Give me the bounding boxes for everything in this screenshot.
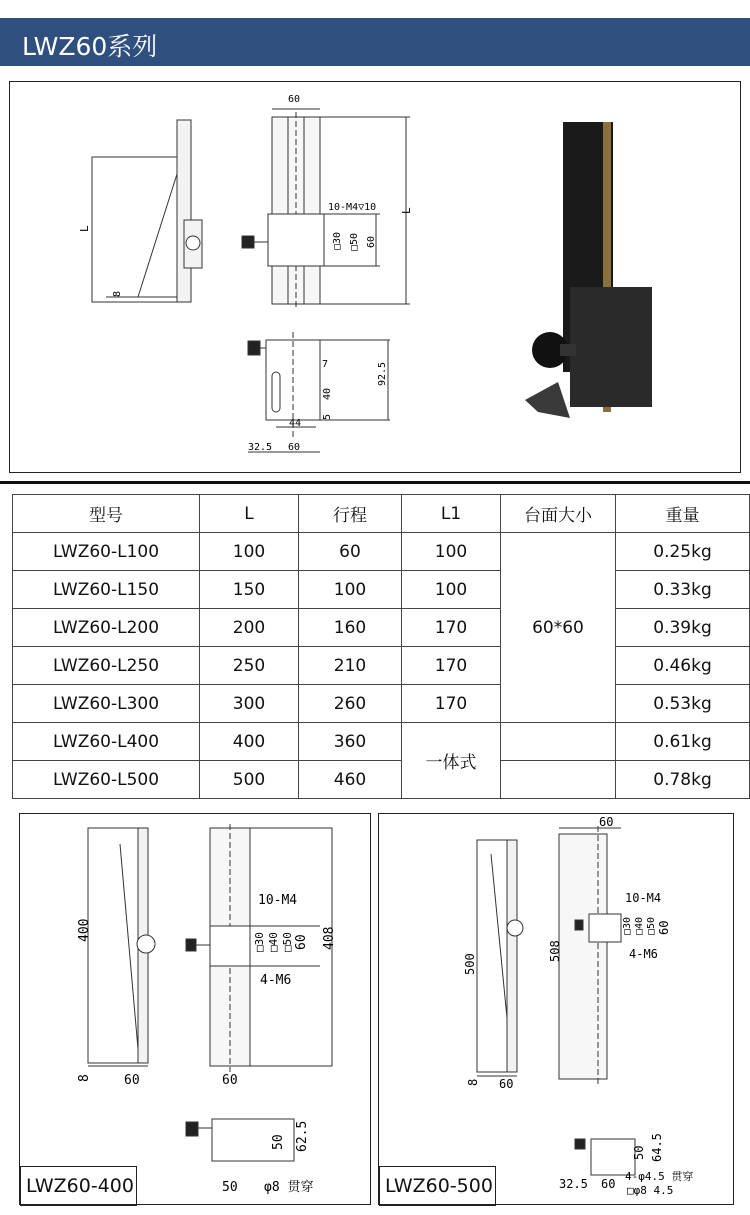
dim-400: 400 bbox=[77, 918, 92, 942]
dim-60-vert: 60 bbox=[366, 235, 377, 248]
dim-sq50: □50 bbox=[281, 932, 294, 952]
cell-L: 200 bbox=[200, 609, 299, 647]
table-row bbox=[13, 571, 750, 609]
dim-92-5: 92.5 bbox=[377, 361, 388, 386]
dim-8: 8 bbox=[112, 290, 123, 297]
cell-L: 150 bbox=[200, 571, 299, 609]
cell-table-size: 60*60 bbox=[501, 533, 616, 723]
cell-L1: 170 bbox=[402, 685, 501, 723]
cell-model: LWZ60-L200 bbox=[13, 609, 200, 647]
dim-sq30: □30 bbox=[332, 231, 343, 250]
cell-weight: 0.33kg bbox=[616, 571, 750, 609]
header-L: L bbox=[200, 495, 299, 533]
dim-sq30: □30 bbox=[622, 916, 633, 935]
cell-L: 300 bbox=[200, 685, 299, 723]
drawing-500-panel bbox=[378, 813, 734, 1205]
product-photo bbox=[525, 122, 652, 418]
dim-60-top: 60 bbox=[599, 815, 614, 829]
dim-64-5: 64.5 bbox=[650, 1133, 664, 1162]
holes-note: 4-φ4.5 贯穿 bbox=[625, 1170, 694, 1183]
caption-400: LWZ60-400 bbox=[26, 1175, 134, 1197]
cell-model: LWZ60-L250 bbox=[13, 647, 200, 685]
cell-model: LWZ60-L100 bbox=[13, 533, 200, 571]
dim-50-vert: 50 bbox=[271, 1134, 286, 1150]
dim-60b: 60 bbox=[222, 1073, 238, 1088]
dim-m4: 10-M4 bbox=[258, 893, 298, 908]
dim-60a: 60 bbox=[124, 1073, 140, 1088]
cell-L1-merged: 一体式 bbox=[402, 723, 501, 799]
table-row bbox=[13, 761, 750, 799]
dim-8: 8 bbox=[77, 1074, 92, 1082]
dim-sq50: □50 bbox=[349, 232, 360, 251]
dim-sq40: □40 bbox=[634, 916, 645, 935]
dim-60-bottom: 60 bbox=[499, 1077, 514, 1091]
dim-50: 50 bbox=[632, 1145, 646, 1160]
table-header-row bbox=[13, 495, 750, 533]
dim-sq30: □30 bbox=[253, 932, 266, 952]
spec-table bbox=[12, 494, 750, 799]
cell-model: LWZ60-L300 bbox=[13, 685, 200, 723]
cell-L1: 170 bbox=[402, 609, 501, 647]
cell-travel: 210 bbox=[299, 647, 402, 685]
dim-60-bottom: 60 bbox=[288, 442, 301, 453]
cell-L1: 170 bbox=[402, 647, 501, 685]
dim-m4: 10-M4▽10 bbox=[328, 202, 377, 213]
dim-m6: 4-M6 bbox=[629, 947, 658, 961]
cell-L: 250 bbox=[200, 647, 299, 685]
table-row bbox=[13, 533, 750, 571]
drawing-400-svg bbox=[20, 814, 370, 1204]
dim-408: 408 bbox=[322, 926, 337, 950]
series-banner bbox=[0, 18, 750, 66]
cell-weight: 0.25kg bbox=[616, 533, 750, 571]
cell-travel: 160 bbox=[299, 609, 402, 647]
header-model: 型号 bbox=[13, 495, 200, 533]
dim-60-top: 60 bbox=[288, 94, 301, 105]
cell-weight: 0.53kg bbox=[616, 685, 750, 723]
drawing-500-svg bbox=[379, 814, 733, 1204]
header-travel: 行程 bbox=[299, 495, 402, 533]
holes-note-2: □φ8 4.5 bbox=[627, 1184, 674, 1197]
cell-L1: 100 bbox=[402, 571, 501, 609]
header-weight: 重量 bbox=[616, 495, 750, 533]
dim-L-right: L bbox=[400, 207, 413, 214]
dim-8: 8 bbox=[466, 1078, 480, 1086]
caption-500: LWZ60-500 bbox=[385, 1175, 493, 1197]
cell-L1: 100 bbox=[402, 533, 501, 571]
cell-weight: 0.61kg bbox=[616, 723, 750, 761]
top-technical-drawing bbox=[10, 82, 740, 472]
dim-m4: 10-M4 bbox=[625, 891, 662, 905]
section-divider bbox=[0, 481, 750, 484]
cell-L: 500 bbox=[200, 761, 299, 799]
dim-60-vert: 60 bbox=[657, 920, 671, 935]
cell-weight: 0.39kg bbox=[616, 609, 750, 647]
cell-travel: 100 bbox=[299, 571, 402, 609]
cell-travel: 460 bbox=[299, 761, 402, 799]
drawing-400-panel bbox=[19, 813, 371, 1205]
cell-model: LWZ60-L500 bbox=[13, 761, 200, 799]
header-L1: L1 bbox=[402, 495, 501, 533]
dim-508: 508 bbox=[548, 940, 562, 962]
cell-weight: 0.46kg bbox=[616, 647, 750, 685]
series-title: LWZ60系列 bbox=[22, 32, 158, 61]
dim-5: 5 bbox=[322, 413, 333, 420]
table-row bbox=[13, 647, 750, 685]
dim-60: 60 bbox=[294, 934, 309, 950]
dim-60-plan: 60 bbox=[601, 1177, 616, 1191]
dim-7: 7 bbox=[322, 359, 329, 370]
cell-table-size-empty bbox=[501, 761, 616, 799]
table-row bbox=[13, 723, 750, 761]
top-drawing-panel bbox=[9, 81, 741, 473]
hole-note: φ8 贯穿 bbox=[264, 1180, 314, 1195]
dim-sq40: □40 bbox=[267, 932, 280, 952]
dim-m6: 4-M6 bbox=[260, 973, 292, 988]
cell-table-size-empty bbox=[501, 723, 616, 761]
header-table-size: 台面大小 bbox=[501, 495, 616, 533]
dim-62-5: 62.5 bbox=[295, 1120, 310, 1152]
dim-32-5: 32.5 bbox=[248, 442, 273, 453]
table-row bbox=[13, 685, 750, 723]
dim-sq50: □50 bbox=[646, 916, 657, 935]
dim-500: 500 bbox=[463, 953, 477, 975]
dim-44: 44 bbox=[289, 418, 302, 429]
dim-L-left: L bbox=[78, 225, 91, 232]
cell-travel: 260 bbox=[299, 685, 402, 723]
table-row bbox=[13, 609, 750, 647]
dim-40: 40 bbox=[322, 387, 333, 400]
cell-L: 400 bbox=[200, 723, 299, 761]
dim-32-5: 32.5 bbox=[559, 1177, 588, 1191]
dim-50-horiz: 50 bbox=[222, 1180, 238, 1195]
cell-model: LWZ60-L150 bbox=[13, 571, 200, 609]
cell-model: LWZ60-L400 bbox=[13, 723, 200, 761]
cell-travel: 60 bbox=[299, 533, 402, 571]
cell-weight: 0.78kg bbox=[616, 761, 750, 799]
cell-travel: 360 bbox=[299, 723, 402, 761]
cell-L: 100 bbox=[200, 533, 299, 571]
